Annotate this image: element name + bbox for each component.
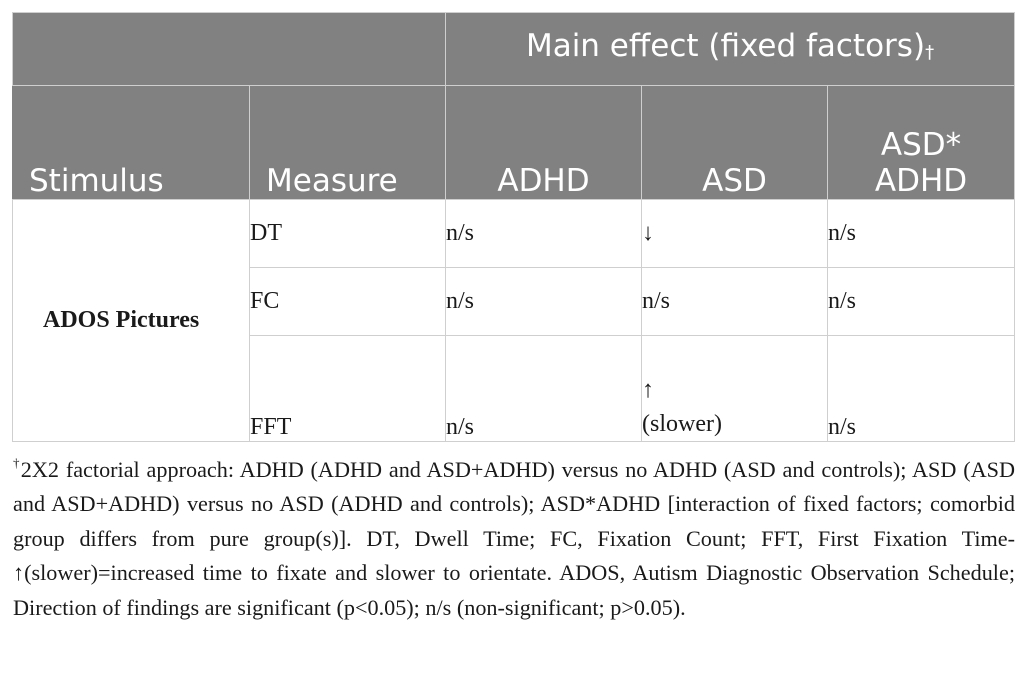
adhd-cell: n/s — [446, 336, 642, 442]
header-row-columns — [13, 86, 1015, 200]
stimulus-cell: ADOS Pictures — [13, 200, 250, 442]
asd-adhd-cell: n/s — [828, 268, 1015, 336]
asd-adhd-cell: n/s — [828, 200, 1015, 268]
asd-cell — [642, 336, 828, 442]
header-measure: Measure — [250, 86, 446, 200]
adhd-cell: n/s — [446, 200, 642, 268]
header-adhd: ADHD — [446, 86, 642, 200]
asd-cell-arrow: ↑ — [642, 377, 654, 403]
footnote-dagger-marker: † — [13, 455, 21, 470]
table-row-dt — [13, 200, 1015, 268]
results-table — [12, 12, 1015, 442]
header-stimulus: Stimulus — [13, 86, 250, 200]
header-asd-adhd-line1: ASD* — [880, 127, 962, 163]
asd-cell: ↓ — [642, 200, 828, 268]
header-main-effect — [446, 13, 1015, 86]
adhd-cell: n/s — [446, 268, 642, 336]
asd-adhd-cell: n/s — [828, 336, 1015, 442]
measure-cell: DT — [250, 200, 446, 268]
header-asd-adhd-line2: ADHD — [874, 163, 968, 199]
header-row-group — [13, 13, 1015, 86]
header-dagger-marker: † — [925, 41, 935, 63]
asd-cell: n/s — [642, 268, 828, 336]
footnote-text: 2X2 factorial approach: ADHD (ADHD and ASD+ADHD) versus no ADHD (ASD and controls); ASD (ASD and ASD+ADHD) versus no ASD (ADHD and controls); ASD*ADHD [interaction of fixed factors; comorbid group differs from pure group(s)]. DT, Dwell Time; FC, Fixation Count; FFT, First Fixation Time- ↑(slower)=increased time to fixate and slower to orientate. ADOS, Autism Diagnostic Observation Schedule; Direction of findings are significant (p<0.05); n/s (non-significant; p>0.05). — [13, 457, 1016, 620]
measure-cell: FC — [250, 268, 446, 336]
header-main-effect-label: Main effect (fixed factors) — [525, 27, 926, 64]
measure-cell: FFT — [250, 336, 446, 442]
header-empty-cell — [13, 13, 446, 86]
header-asd: ASD — [642, 86, 828, 200]
table-footnote — [13, 453, 1015, 625]
asd-cell-note: (slower) — [642, 411, 722, 437]
header-asd-adhd — [828, 86, 1015, 200]
